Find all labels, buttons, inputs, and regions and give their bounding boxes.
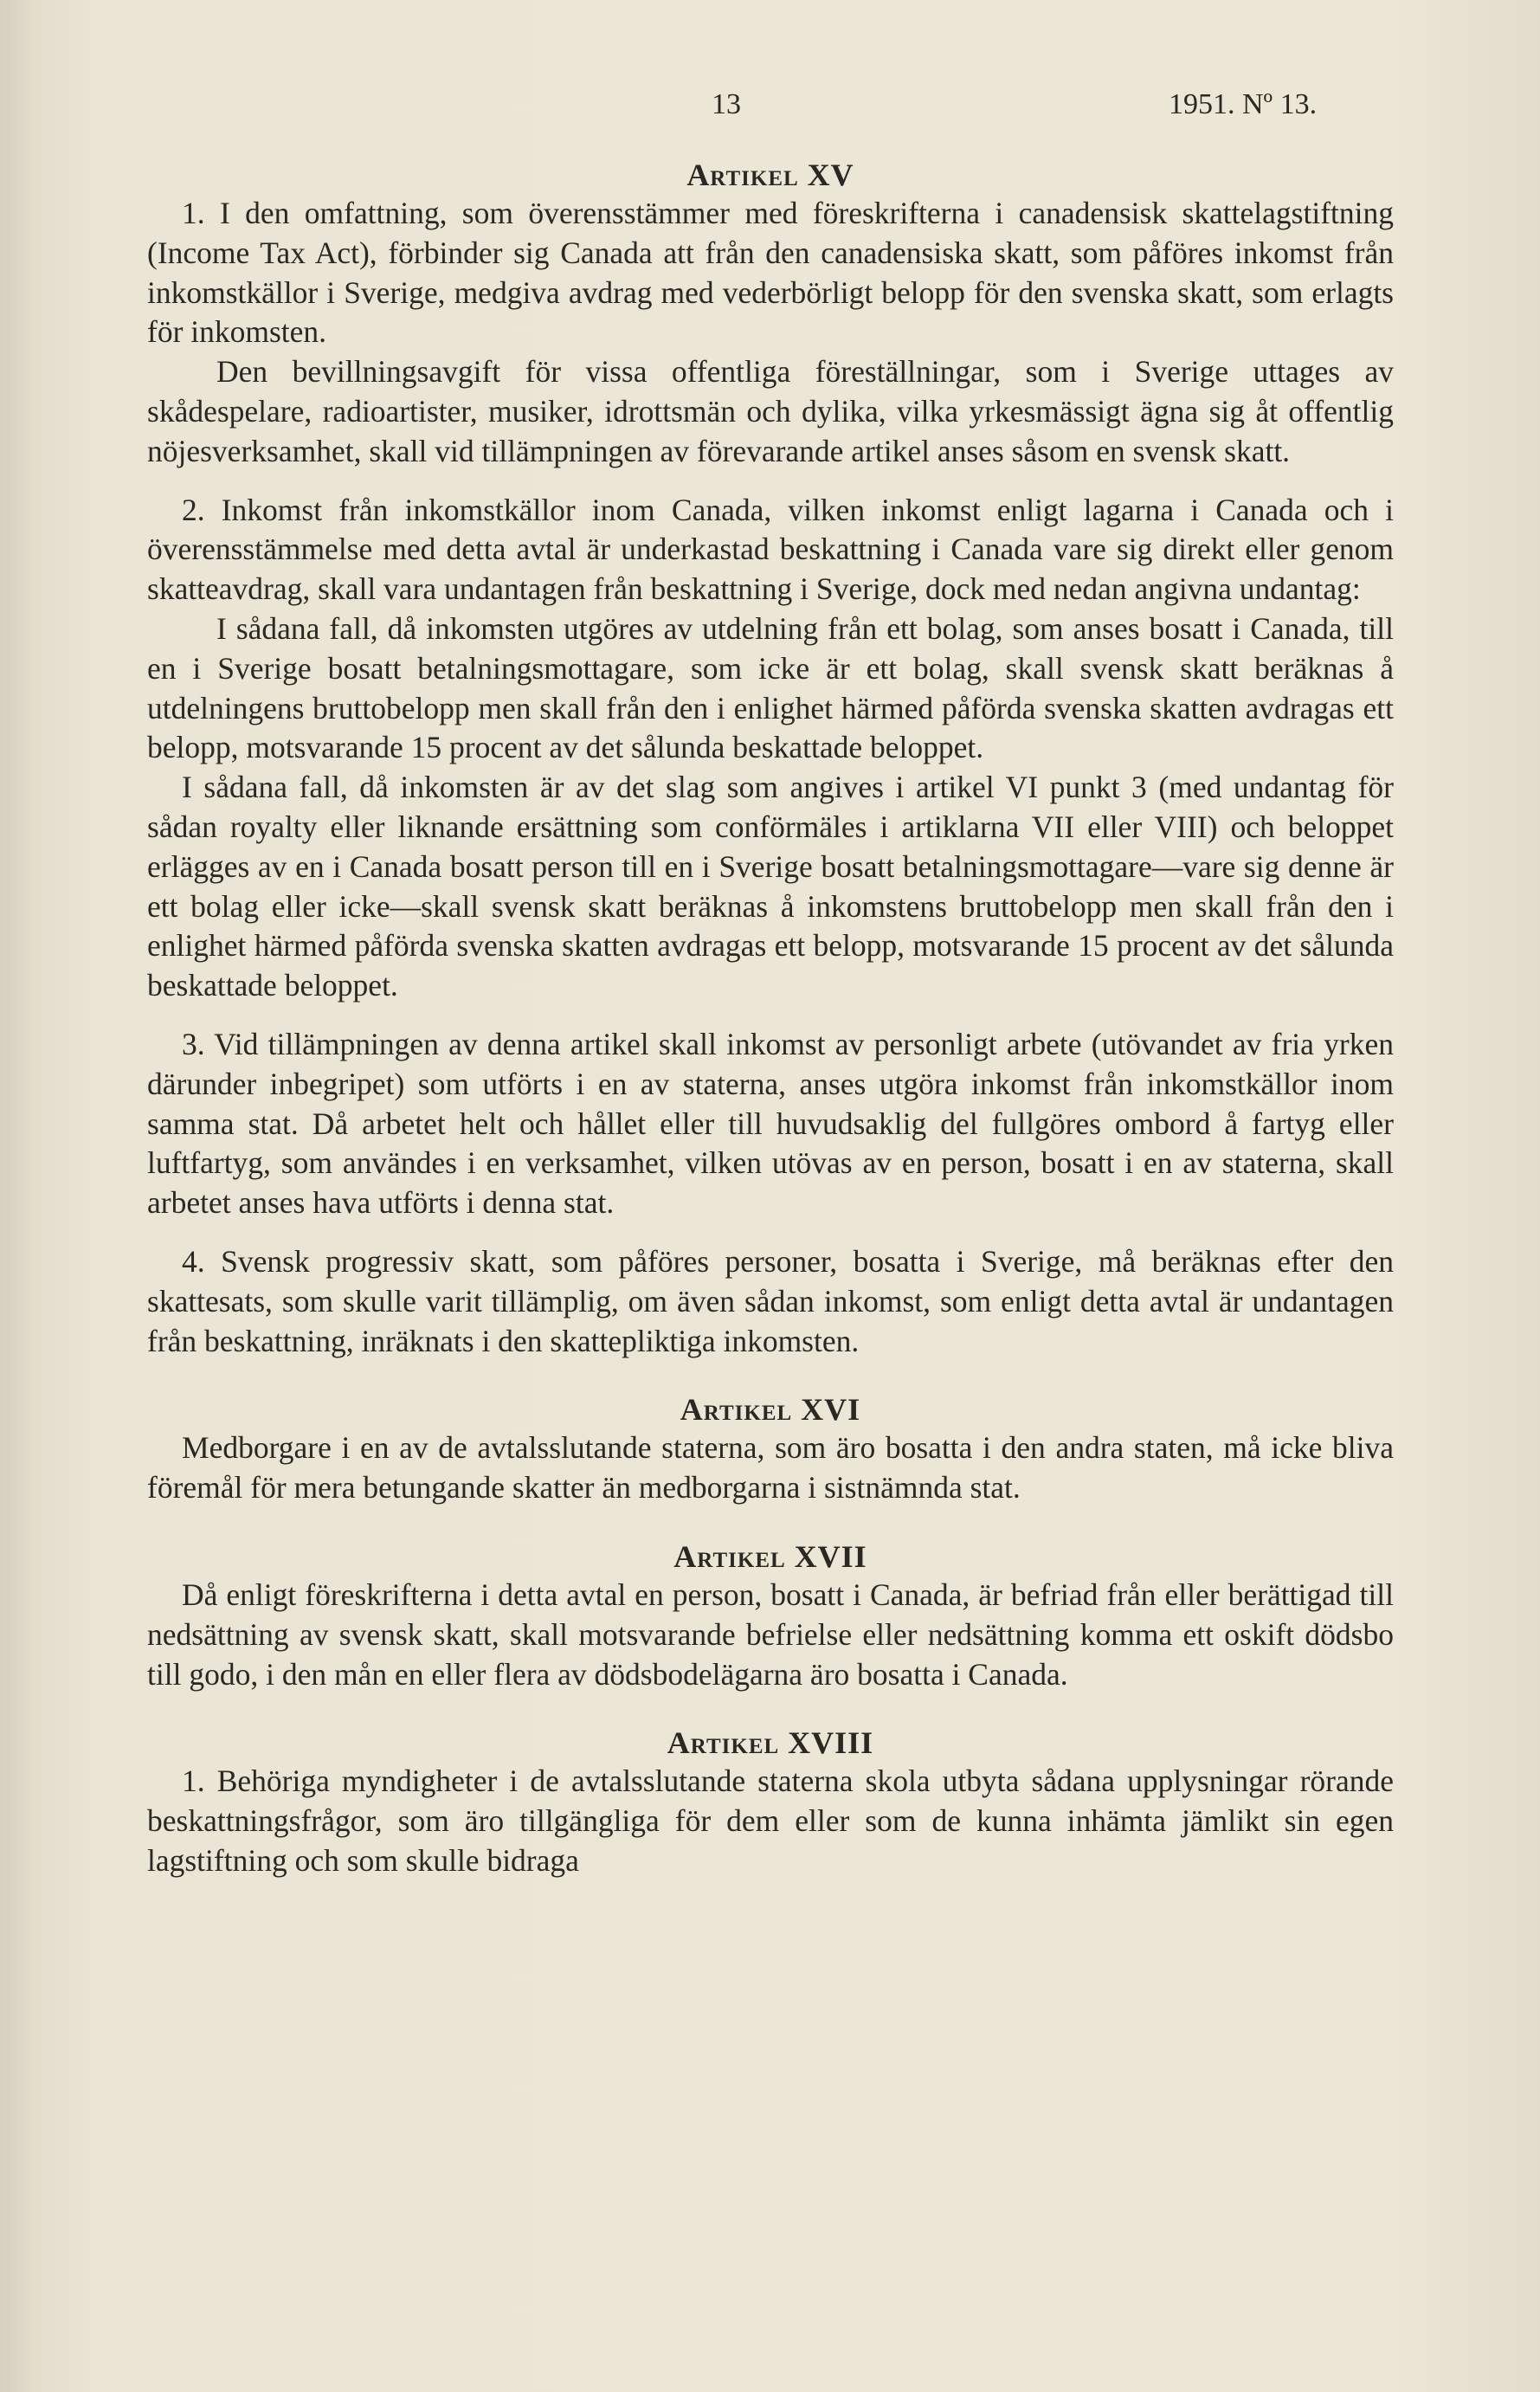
paragraph: 1. I den omfattning, som överensstämmer med föreskrifterna i canadensisk skattelagstiftning (Income Tax Act), förbinder sig Canada att från den canadensiska skatt, som påföres inkomst från inkomstkällor i Sverige, medgiva avdrag med vederbörligt belopp för den svenska skatt, som erlagts för inkomsten. (147, 196, 1394, 350)
article-18 (147, 1724, 1394, 1880)
document-reference: 1951. Nº 13. (1169, 88, 1318, 120)
paragraph: Den bevillningsavgift för vissa offentliga föreställningar, som i Sverige uttages av skådespelare, radioartister, musiker, idrottsmän och dylika, vilka yrkesmässigt ägna sig åt offentlig nöjesverksamhet, skall vid tillämpningen av förevarande artikel anses såsom en svensk skatt. (147, 354, 1394, 468)
article-heading: Artikel XVIII (667, 1725, 874, 1761)
paragraph: Då enligt föreskrifterna i detta avtal en person, bosatt i Canada, är befriad från eller berättigad till nedsättning av svensk skatt, skall motsvarande befrielse eller nedsättning komma ett oskift dödsbo till godo, i den mån en eller flera av dödsbodelägarna äro bosatta i Canada. (147, 1576, 1394, 1692)
paragraph: Medborgare i en av de avtalsslutande staterna, som äro bosatta i den andra staten, må icke bliva föremål för mera betungande skatter än medborgarna i sistnämnda stat. (147, 1430, 1394, 1505)
article-heading: Artikel XV (686, 158, 854, 192)
article-heading: Artikel XVI (680, 1392, 861, 1428)
paragraph: 4. Svensk progressiv skatt, som påföres personer, bosatta i Sverige, må beräknas efter den skattesats, som skulle varit tillämplig, om även sådan inkomst, som enligt detta avtal är undantagen från beskattning, inräknats i den skattepliktiga inkomsten. (147, 1243, 1394, 1358)
article-15 (147, 156, 1394, 1361)
page-number: 13 (712, 88, 741, 120)
page-header (0, 88, 1540, 132)
paragraph: 1. Behöriga myndigheter i de avtalsslutande staterna skola utbyta sådana upplysningar rörande beskattningsfrågor, som äro tillgängliga för dem eller som de kunna inhämta jämlikt sin egen lagstiftning och som skulle bidraga (147, 1763, 1394, 1878)
article-17 (147, 1538, 1394, 1694)
paragraph: 3. Vid tillämpningen av denna artikel skall inkomst av personligt arbete (utövandet av fria yrken därunder inbegripet) som utförts i en av staterna, anses utgöra inkomst från inkomstkällor inom samma stat. Då arbetet helt och hållet eller till huvudsaklig del fullgöres ombord å fartyg eller luftfartyg, som användes i en verksamhet, vilken utövas av en person, bosatt i en av staterna, skall arbetet anses hava utförts i denna stat. (147, 1026, 1394, 1221)
paragraph: 2. Inkomst från inkomstkällor inom Canada, vilken inkomst enligt lagarna i Canada och i överensstämmelse med detta avtal är underkastad beskattning i Canada vare sig direkt eller genom skatteavdrag, skall vara undantagen från beskattning i Sverige, dock med nedan angivna undantag: (147, 492, 1394, 607)
sub-paragraph: I sådana fall, då inkomsten utgöres av utdelning från ett bolag, som anses bosatt i Canada, till en i Sverige bosatt betalningsmottagare, som icke är ett bolag, skall svensk skatt beräknas å utdelningens bruttobelopp men skall från den i enlighet härmed påförda svenska skatten avdragas ett belopp, motsvarande 15 procent av det sålunda beskattade beloppet. (147, 610, 1394, 765)
article-heading: Artikel XVII (673, 1538, 867, 1574)
article-16 (147, 1390, 1394, 1508)
paragraph: I sådana fall, då inkomsten är av det slag som angives i artikel VI punkt 3 (med undantag för sådan royalty eller liknande ersättning som conförmäles i artiklarna VII eller VIII) och beloppet erlägges av en i Canada bosatt person till en i Sverige bosatt betalningsmottagare—vare sig denne är ett bolag eller icke—skall svensk skatt beräknas å inkomstens bruttobelopp men skall från den i enlighet härmed påförda svenska skatten avdragas ett belopp, motsvarande 15 procent av det sålunda beskattade beloppet. (147, 770, 1394, 1003)
page-body (147, 156, 1394, 1881)
